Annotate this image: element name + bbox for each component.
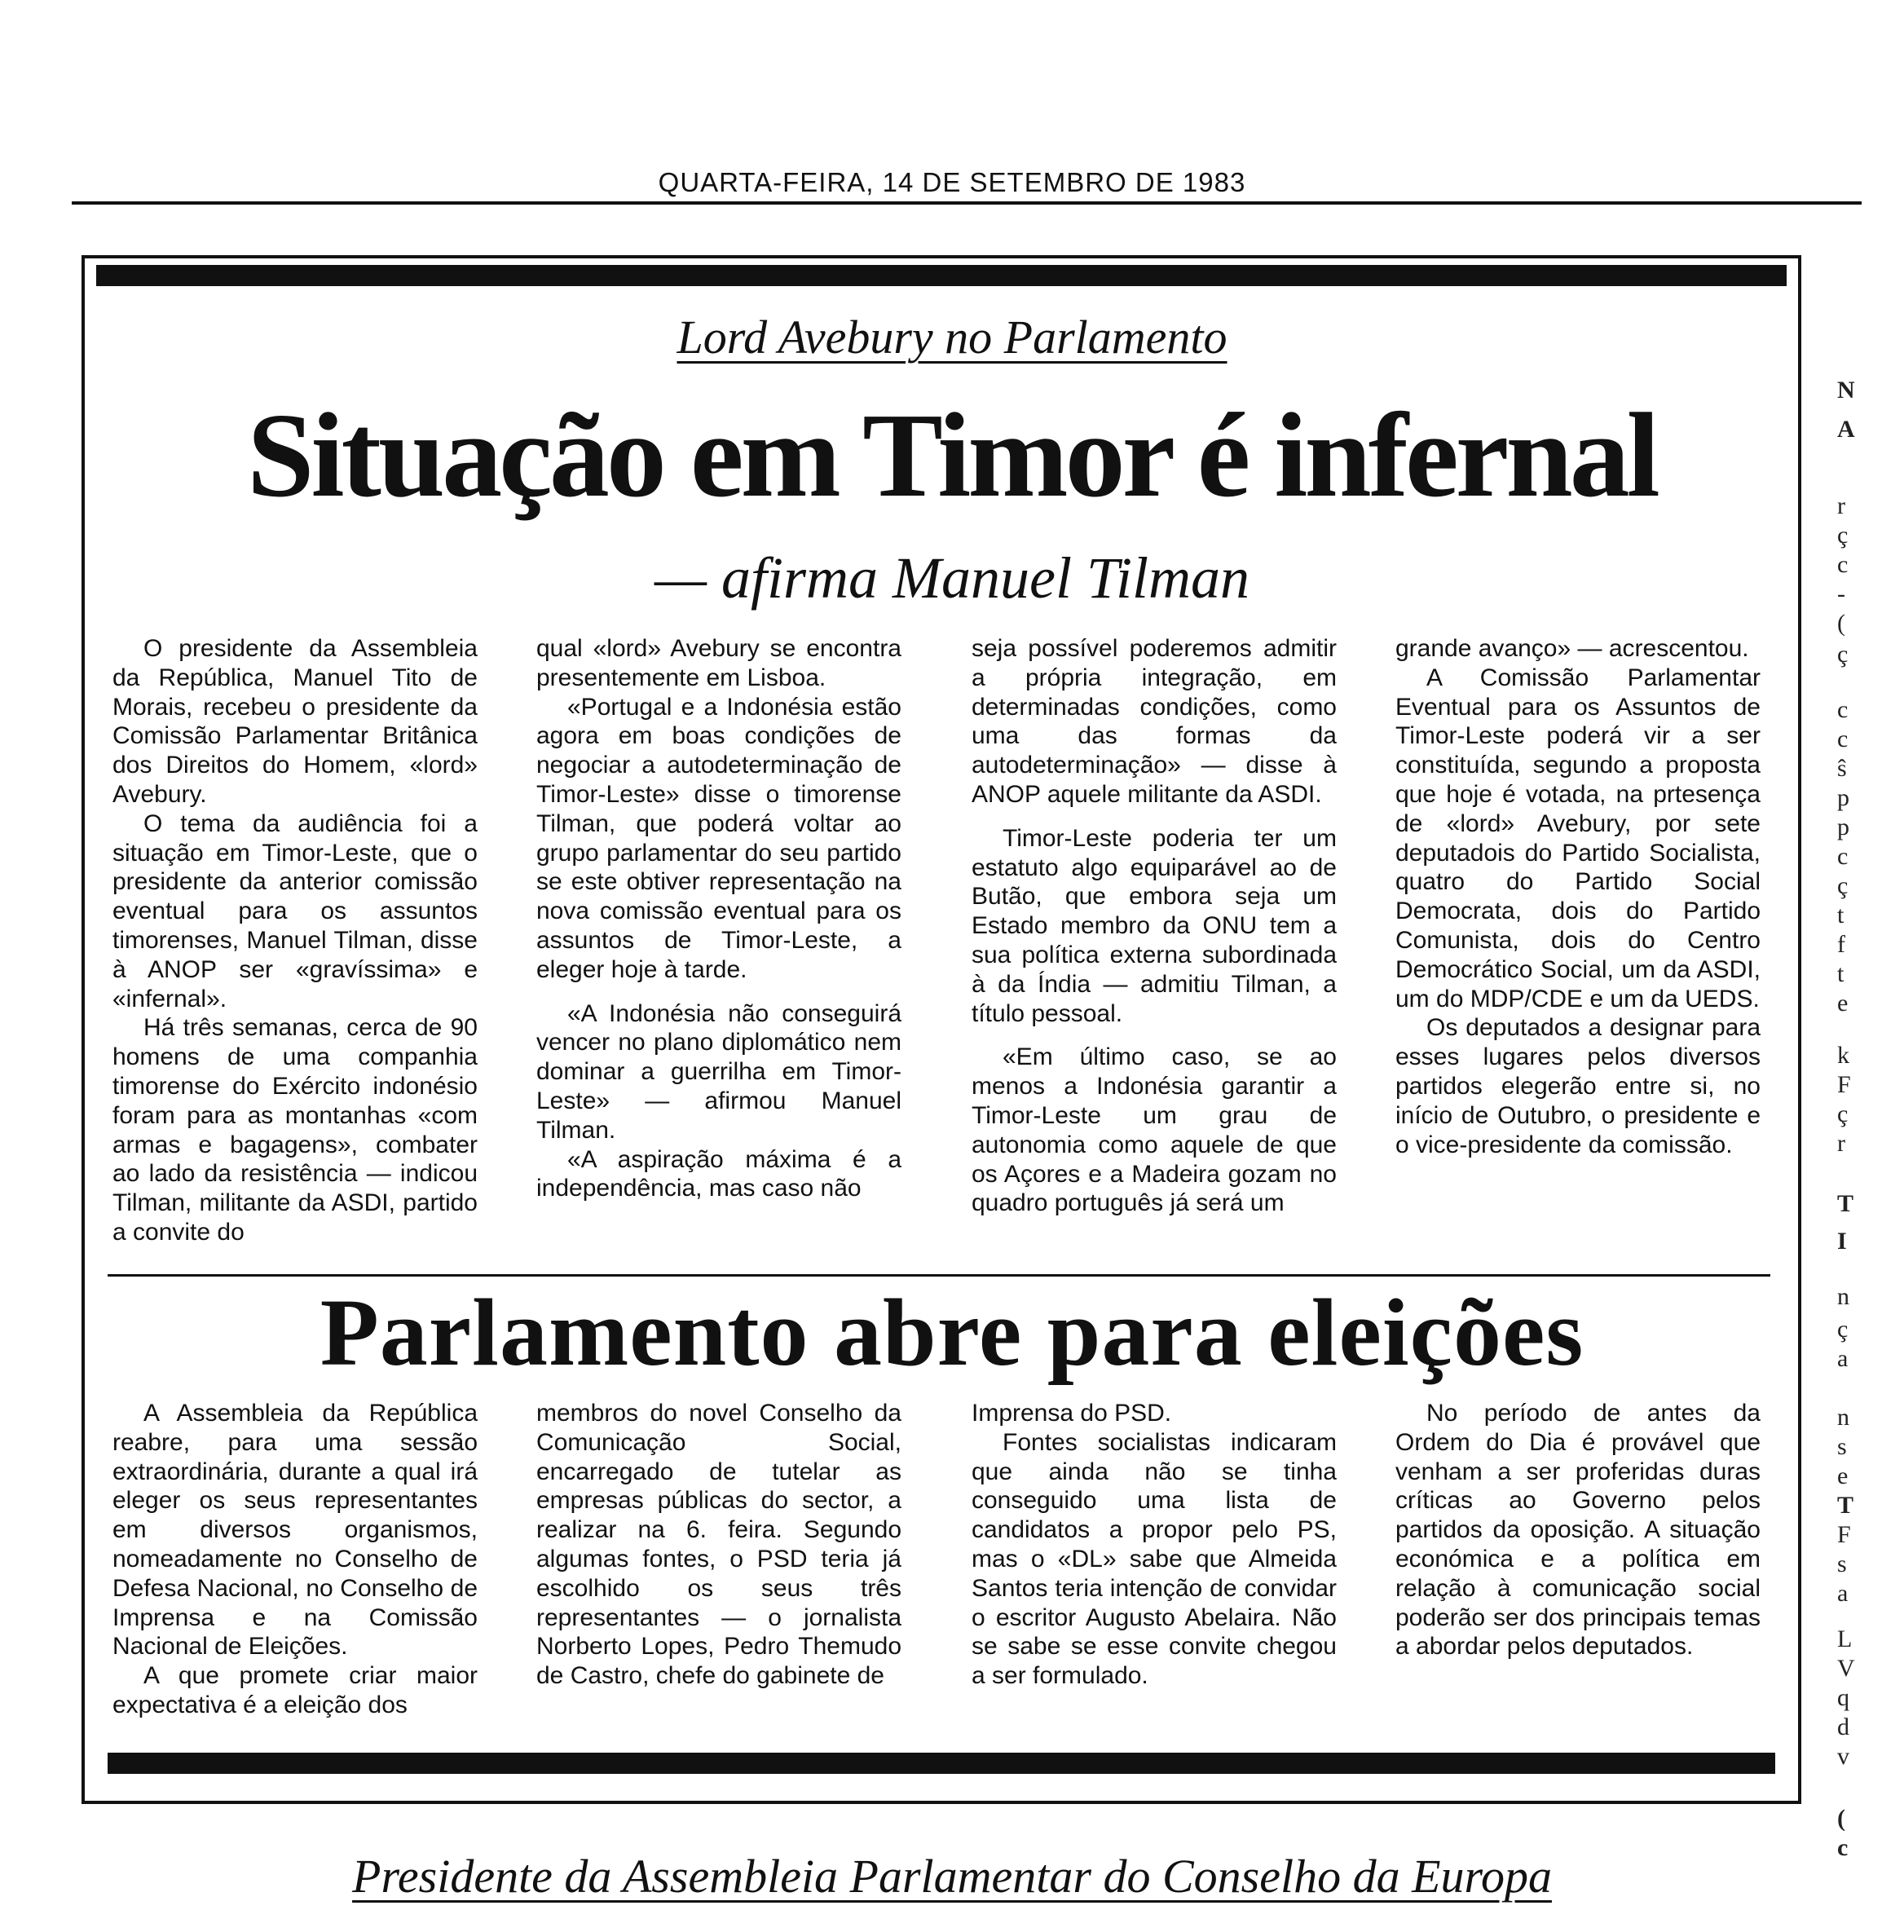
edge-fragment: ç (1837, 1316, 1849, 1343)
edge-fragment: - (1837, 580, 1845, 607)
edge-fragment: ç (1837, 522, 1849, 549)
edge-fragment: T (1837, 1492, 1854, 1519)
article2-column-3 (972, 1399, 1337, 1691)
article1-headline: Situação em Timor é infernal (247, 389, 1657, 523)
paragraph: «Em último caso, se ao menos a Indonésia garantir a Timor-Leste um grau de autonomia como aquele de que os Açores e a Madeira gozam no quadro português já será um (972, 1043, 1337, 1217)
edge-fragment: p (1837, 814, 1849, 840)
edge-fragment: d (1837, 1714, 1849, 1740)
paragraph: A Assembleia da República reabre, para uma sessão extraordinária, durante a qual irá eleger os seus representantes em diversos organismos, nomeadamente no Conselho de Defesa Nacional, no Conselho de Imprensa e na Comissão Nacional de Eleições. (112, 1400, 478, 1661)
paragraph: Os deputados a designar para esses lugares pelos diversos partidos elegerão entre si, no início de Outubro, o presidente e o vice-presidente da comissão. (1395, 1014, 1761, 1158)
paragraph: «Portugal e a Indonésia estão agora em boas condições de negociar a autodeterminação de Timor-Leste» disse o timorense Tilman, que poderá voltar ao grupo parlamentar do seu partido se este obtiver representação na nova comissão eventual para os assuntos de Timor-Leste, a eleger hoje à tarde. (536, 693, 901, 983)
edge-fragment: N (1837, 377, 1855, 404)
article1-column-3 (972, 634, 1337, 1218)
next-article-headline: Presidente da Assembleia Parlamentar do Conselho da Europa (352, 1850, 1552, 1903)
article1-column-2 (536, 634, 901, 1203)
edge-fragment: c (1837, 726, 1849, 752)
edge-fragment: V (1837, 1655, 1855, 1682)
edge-fragment: c (1837, 1834, 1849, 1861)
paragraph: seja possível poderemos admitir a própria integração, em determinadas condições, como uma das formas da autodeterminação» — disse à ANOP aquele militante da ASDI. (972, 635, 1337, 808)
edge-fragment: s (1837, 1550, 1847, 1577)
edge-fragment: c (1837, 551, 1849, 578)
edge-fragment: q (1837, 1684, 1849, 1711)
paragraph: A Comissão Parlamentar Eventual para os Assuntos de Timor-Leste poderá vir a ser constituída, segundo a proposta que hoje é votada, na prtesença de «lord» Avebury, por sete deputadois do Partido Socialista, quatro do Partido Social Democrata, dois do Partido Comunista, dois do Centro Democrático Social, um da ASDI, um do MDP/CDE e um da UEDS. (1395, 664, 1761, 1012)
edge-fragment: n (1837, 1404, 1849, 1431)
edge-fragment: ( (1837, 1805, 1845, 1832)
dateline: QUARTA-FEIRA, 14 DE SETEMBRO DE 1983 (658, 167, 1246, 197)
paragraph: grande avanço» — acrescentou. (1395, 635, 1749, 662)
edge-fragment: ç (1837, 1101, 1849, 1127)
article1-deck: — afirma Manuel Tilman (654, 545, 1250, 611)
edge-fragment: ( (1837, 610, 1845, 637)
edge-fragment: ŝ (1837, 755, 1847, 782)
edge-fragment: a (1837, 1580, 1849, 1607)
edge-fragment: A (1837, 416, 1855, 443)
article1-kicker: Lord Avebury no Parlamento (677, 311, 1227, 364)
edge-fragment: L (1837, 1625, 1853, 1652)
paragraph: «A Indonésia não conseguirá vencer no plano diplomático nem dominar a guerrilha em Timor-Leste» — afirmou Manuel Tilman. (536, 999, 901, 1144)
edge-fragment: F (1837, 1521, 1851, 1548)
article2-column-4 (1395, 1399, 1761, 1661)
article2-headline: Parlamento abre para eleições (320, 1279, 1584, 1386)
paragraph: membros do novel Conselho da Comunicação Social, encarregado de tutelar as empresas públicas do sector, a realizar na 6. feira. Segundo algumas fontes, o PSD teria já escolhido os seus três representantes — o jornalista Norberto Lopes, Pedro Themudo de Castro, chefe do gabinete de (536, 1400, 901, 1690)
edge-fragment: v (1837, 1743, 1849, 1770)
edge-fragment: a (1837, 1345, 1849, 1372)
edge-fragment: e (1837, 1462, 1849, 1489)
paragraph: Imprensa do PSD. (972, 1400, 1172, 1427)
paragraph: qual «lord» Avebury se encontra presentemente em Lisboa. (536, 635, 901, 691)
article1-column-1 (112, 634, 478, 1247)
edge-fragment: T (1837, 1190, 1854, 1217)
edge-fragment: ç (1837, 641, 1849, 668)
edge-fragment: c (1837, 696, 1849, 723)
edge-fragment: f (1837, 931, 1845, 958)
paragraph: O tema da audiência foi a situação em Timor-Leste, que o presidente da anterior comissão eventual para os assuntos timorenses, Manuel Tilman, disse à ANOP ser «gravíssima» e «infernal». (112, 809, 478, 1012)
article2-column-2 (536, 1399, 901, 1691)
article2-column-1 (112, 1399, 478, 1720)
edge-fragment: e (1837, 990, 1849, 1017)
paragraph: No período de antes da Ordem do Dia é provável que venham a ser proferidas duras críticas ao Governo pelos partidos da oposição. A situação económica e a política em relação à comunicação social poderão ser dos principais temas a abordar pelos deputados. (1395, 1400, 1761, 1661)
edge-fragment: p (1837, 784, 1849, 811)
edge-fragment: c (1837, 843, 1849, 870)
paragraph: «A aspiração máxima é a independência, mas caso não (536, 1145, 901, 1202)
edge-fragment: ç (1837, 872, 1849, 899)
edge-fragment: s (1837, 1433, 1847, 1460)
edge-fragment: n (1837, 1283, 1849, 1310)
edge-fragment: r (1837, 1130, 1845, 1157)
edge-fragment: k (1837, 1042, 1849, 1069)
article1-column-4 (1395, 634, 1761, 1159)
paragraph: Há três semanas, cerca de 90 homens de uma companhia timorense do Exército indonésio foram para as montanhas «com armas e bagagens», combater ao lado da resistência — indicou Tilman, militante da ASDI, partido a convite do (112, 1014, 478, 1246)
top-thick-bar (96, 265, 1787, 286)
paragraph: A que promete criar maior expectativa é a eleição dos (112, 1662, 478, 1718)
edge-fragment: I (1837, 1228, 1847, 1255)
paragraph: Fontes socialistas indicaram que ainda não se tinha conseguido uma lista de candidatos a propor pelo PS, mas o «DL» sabe que Almeida Santos teria intenção de convidar o escritor Augusto Abelaira. Não se sabe se esse convite chegou a ser formulado. (972, 1428, 1337, 1690)
edge-fragment: F (1837, 1071, 1851, 1098)
header-rule (72, 201, 1862, 205)
edge-fragment: r (1837, 492, 1845, 519)
paragraph: O presidente da Assembleia da República, Manuel Tito de Morais, recebeu o presidente da Comissão Parlamentar Britânica dos Direitos do Homem, «lord» Avebury. (112, 635, 478, 808)
edge-fragment: t (1837, 902, 1844, 929)
bottom-thick-bar (108, 1753, 1775, 1774)
edge-fragment: t (1837, 960, 1844, 987)
paragraph: Timor-Leste poderia ter um estatuto algo equiparável ao de Butão, que embora seja um Estado membro da ONU tem a sua política externa subordinada à da Índia — admitiu Tilman, a título pessoal. (972, 824, 1337, 1027)
